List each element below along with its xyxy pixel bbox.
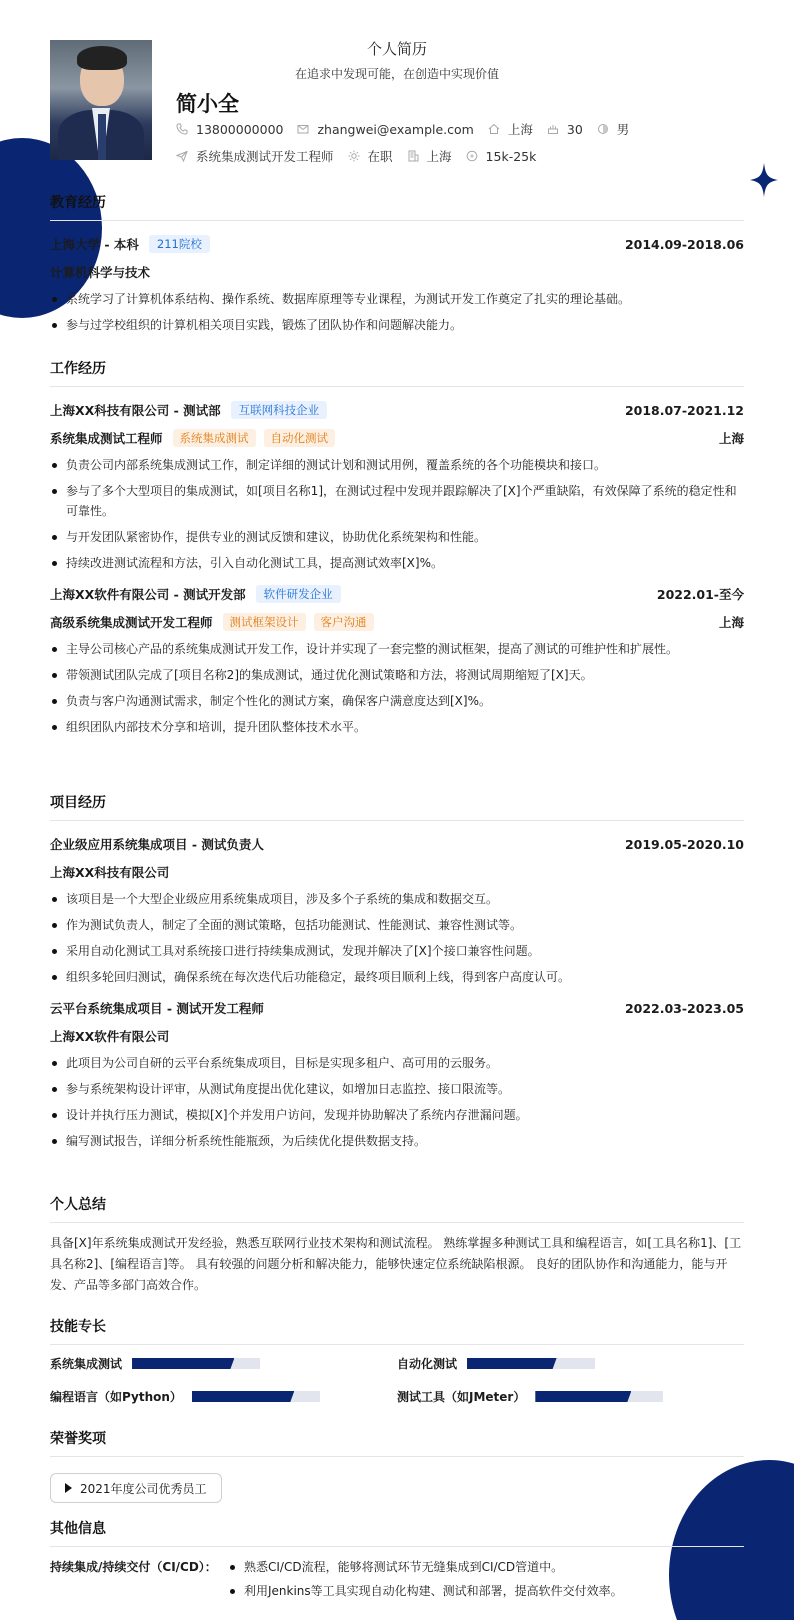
list-item: 带领测试团队完成了[项目名称2]的集成测试，通过优化测试策略和方法，将测试周期缩短了[X]天。	[50, 665, 744, 685]
list-item: 此项目为公司自研的云平台系统集成项目，目标是实现多租户、高可用的云服务。	[50, 1053, 744, 1073]
list-item: 与开发团队紧密协作，提供专业的测试反馈和建议，协助优化系统架构和性能。	[50, 527, 744, 547]
skill-level-bar	[535, 1391, 663, 1402]
skill-level-fill	[467, 1358, 557, 1369]
list-item: 设计并执行压力测试，模拟[X]个并发用户访问，发现并协助解决了系统内存泄漏问题。	[50, 1105, 744, 1125]
coin-icon	[466, 150, 478, 162]
section-title: 项目经历	[50, 792, 744, 821]
skill-name: 测试工具（如JMeter）	[397, 1390, 526, 1404]
location: 上海	[507, 122, 533, 137]
summary-text: 具备[X]年系统集成测试开发经验，熟悉互联网行业技术架构和测试流程。 熟练掌握多种测试工具和编程语言，如[工具名称1]、[工具名称2]、[编程语言]等。 具有较强的问题分析和解决能力，能够快速定位系统缺陷根源。 良好的团队协作和沟通能力，能与开发、产品等多部门高效合作。	[50, 1236, 742, 1292]
home-icon	[488, 123, 500, 135]
other-label: 持续集成/持续交付（CI/CD）：	[50, 1560, 217, 1574]
project-company: 上海XX科技有限公司	[50, 865, 170, 880]
cake-icon	[547, 123, 559, 135]
list-item: 参与系统架构设计评审，从测试角度提出优化建议，如增加日志监控、接口限流等。	[50, 1079, 744, 1099]
job-city: 上海	[718, 431, 744, 446]
skill-tag: 自动化测试	[264, 429, 336, 447]
project-entry	[50, 831, 744, 987]
phone-number: 13800000000	[196, 121, 284, 137]
resume-header	[0, 0, 794, 186]
job-bullets	[50, 455, 744, 573]
skill-tag: 客户沟通	[314, 613, 374, 631]
skill-level-fill	[192, 1391, 294, 1402]
list-item: 作为测试负责人，制定了全面的测试策略，包括功能测试、性能测试、兼容性测试等。	[50, 915, 744, 935]
job-entry	[50, 581, 744, 737]
job-entry	[50, 397, 744, 573]
education-section	[50, 192, 744, 341]
position-title: 高级系统集成测试开发工程师	[50, 615, 213, 630]
job-bullets	[50, 639, 744, 737]
list-item: 熟悉CI/CD流程，能够将测试环节无缝集成到CI/CD管道中。	[228, 1557, 623, 1577]
project-entry	[50, 995, 744, 1151]
section-title: 荣誉奖项	[50, 1428, 744, 1457]
skill-item	[397, 1388, 744, 1405]
list-item: 系统学习了计算机体系结构、操作系统、数据库原理等专业课程，为测试开发工作奠定了扎实的理论基础。	[50, 289, 744, 309]
list-item: 负责公司内部系统集成测试工作，制定详细的测试计划和测试用例，覆盖系统的各个功能模块和接口。	[50, 455, 744, 475]
list-item: 利用Jenkins等工具实现自动化构建、测试和部署，提高软件交付效率。	[228, 1581, 623, 1601]
skill-item	[50, 1355, 397, 1372]
skill-name: 系统集成测试	[50, 1357, 123, 1371]
work-section	[50, 358, 744, 743]
other-section	[50, 1518, 744, 1605]
education-bullets	[50, 289, 744, 335]
gender: 男	[616, 122, 630, 137]
job-intent-row	[176, 147, 550, 165]
list-item: 参与了多个大型项目的集成测试，如[项目名称1]，在测试过程中发现并跟踪解决了[X]个严重缺陷，有效保障了系统的稳定性和可靠性。	[50, 481, 744, 521]
phone-icon	[176, 123, 188, 135]
play-triangle-icon	[65, 1483, 72, 1493]
project-date: 2019.05-2020.10	[624, 836, 744, 852]
list-item: 参与过学校组织的计算机相关项目实践，锻炼了团队协作和问题解决能力。	[50, 315, 744, 335]
project-company: 上海XX软件有限公司	[50, 1029, 170, 1044]
mail-icon	[297, 123, 309, 135]
company-name: 上海XX软件有限公司 - 测试开发部	[50, 587, 246, 602]
gender-icon	[597, 123, 609, 135]
job-date: 2018.07-2021.12	[624, 402, 744, 418]
skill-level-bar	[467, 1358, 595, 1369]
skill-level-bar	[132, 1358, 260, 1369]
sun-icon	[348, 150, 360, 162]
list-item: 主导公司核心产品的系统集成测试开发工作，设计并实现了一套完整的测试框架，提高了测试的可维护性和扩展性。	[50, 639, 744, 659]
section-title: 教育经历	[50, 192, 744, 221]
other-bullets	[228, 1557, 623, 1605]
slogan: 在追求中发现可能，在创造中实现价值	[294, 67, 499, 81]
award-name: 2021年度公司优秀员工	[80, 1481, 207, 1496]
list-item: 该项目是一个大型企业级应用系统集成项目，涉及多个子系统的集成和数据交互。	[50, 889, 744, 909]
job-city: 上海	[718, 615, 744, 630]
skill-level-bar	[192, 1391, 320, 1402]
awards-section	[50, 1428, 744, 1503]
skill-tag: 测试框架设计	[223, 613, 306, 631]
education-entry-header	[50, 231, 744, 257]
position-title: 系统集成测试工程师	[50, 431, 163, 446]
industry-tag: 软件研发企业	[256, 585, 341, 603]
section-title: 工作经历	[50, 358, 744, 387]
skill-level-fill	[132, 1358, 234, 1369]
list-item: 持续改进测试流程和方法，引入自动化测试工具，提高测试效率[X]%。	[50, 553, 744, 573]
education-date: 2014.09-2018.06	[624, 236, 744, 252]
project-bullets	[50, 1053, 744, 1151]
projects-section	[50, 792, 744, 1157]
project-date: 2022.03-2023.05	[624, 1000, 744, 1016]
company-name: 上海XX科技有限公司 - 测试部	[50, 403, 221, 418]
candidate-name: 简小全	[176, 92, 239, 116]
skill-item	[50, 1388, 397, 1405]
industry-tag: 互联网科技企业	[231, 401, 328, 419]
job-date: 2022.01-至今	[656, 587, 744, 602]
award-chip	[50, 1473, 222, 1503]
project-bullets	[50, 889, 744, 987]
email-address: zhangwei@example.com	[317, 121, 474, 137]
section-title: 其他信息	[50, 1518, 744, 1547]
employment-status: 在职	[367, 149, 393, 164]
salary-expectation: 15k-25k	[485, 148, 537, 164]
list-item: 组织多轮回归测试，确保系统在每次迭代后功能稳定，最终项目顺利上线，得到客户高度认可。	[50, 967, 744, 987]
document-title: 个人简历	[366, 40, 427, 58]
age: 30	[566, 121, 583, 137]
building-icon	[407, 150, 419, 162]
other-info	[50, 1557, 744, 1605]
summary-section	[50, 1194, 744, 1296]
school-name: 上海大学 - 本科	[50, 237, 139, 252]
list-item: 采用自动化测试工具对系统接口进行持续集成测试，发现并解决了[X]个接口兼容性问题。	[50, 941, 744, 961]
project-name: 企业级应用系统集成项目 - 测试负责人	[50, 837, 264, 852]
skill-tag: 系统集成测试	[173, 429, 256, 447]
contact-row	[176, 120, 643, 138]
project-name: 云平台系统集成项目 - 测试开发工程师	[50, 1001, 264, 1016]
target-city: 上海	[426, 149, 452, 164]
list-item: 编写测试报告，详细分析系统性能瓶颈，为后续优化提供数据支持。	[50, 1131, 744, 1151]
section-title: 个人总结	[50, 1194, 744, 1223]
skill-item	[397, 1355, 744, 1372]
skill-level-fill	[535, 1391, 631, 1402]
section-title: 技能专长	[50, 1316, 744, 1345]
skills-section	[50, 1316, 744, 1405]
skill-name: 自动化测试	[397, 1357, 458, 1371]
skill-name: 编程语言（如Python）	[50, 1390, 182, 1404]
job-title: 系统集成测试开发工程师	[196, 149, 334, 164]
skills-grid	[50, 1355, 744, 1405]
list-item: 组织团队内部技术分享和培训，提升团队整体技术水平。	[50, 717, 744, 737]
send-icon	[176, 150, 188, 162]
major: 计算机科学与技术	[50, 265, 151, 280]
school-tag: 211院校	[149, 235, 210, 253]
list-item: 负责与客户沟通测试需求，制定个性化的测试方案，确保客户满意度达到[X]%。	[50, 691, 744, 711]
